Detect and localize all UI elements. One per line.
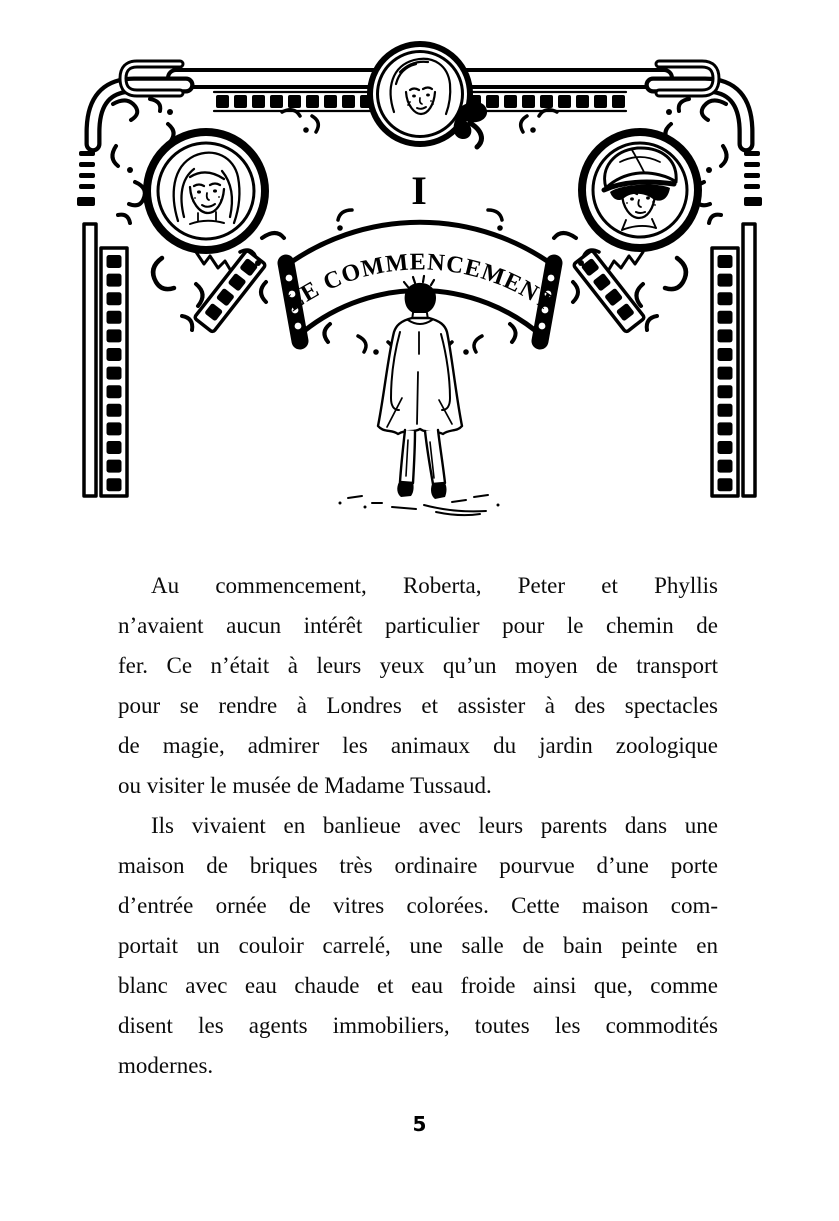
chapter-header-illustration [0,0,839,545]
ground-shading [339,495,500,515]
paragraph-line: pour se rendre à Londres et assister à des spectacles [118,693,718,718]
paragraph-line: maison de briques très ordinaire pourvue d’une porte [118,853,718,878]
paragraph-line: n’avaient aucun intérêt particulier pour le chemin de [118,613,718,638]
paragraph-line: Ils vivaient en banlieue avec leurs parents dans une [151,813,718,838]
page-number: 5 [412,1112,427,1136]
paragraph-line: blanc avec eau chaude et eau froide ainsi que, comme [118,973,718,998]
paragraph-line: portait un couloir carrelé, une salle de bain peinte en [118,933,718,958]
paragraph-line: modernes. [118,1053,214,1078]
chapter-title: LE COMMENCEMENT [281,249,559,317]
chapter-body-text [118,566,718,1086]
portrait-medallion-center [370,44,487,147]
portrait-medallion-left [147,132,265,250]
portrait-medallion-right [582,132,698,248]
paragraph-line: de magie, admirer les animaux du jardin zoologique [118,733,718,758]
paragraph-line: ou visiter le musée de Madame Tussaud. [118,773,492,798]
paragraph-line: d’entrée ornée de vitres colorées. Cette maison com- [118,893,718,918]
paragraph-line: fer. Ce n’était à leurs yeux qu’un moyen de transport [118,653,718,678]
paragraph-line: Au commencement, Roberta, Peter et Phyllis [151,573,718,598]
chapter-number: I [411,168,427,213]
walking-man-illustration [339,276,500,515]
paragraph-line: disent les agents immobiliers, toutes les commodités [118,1013,718,1038]
